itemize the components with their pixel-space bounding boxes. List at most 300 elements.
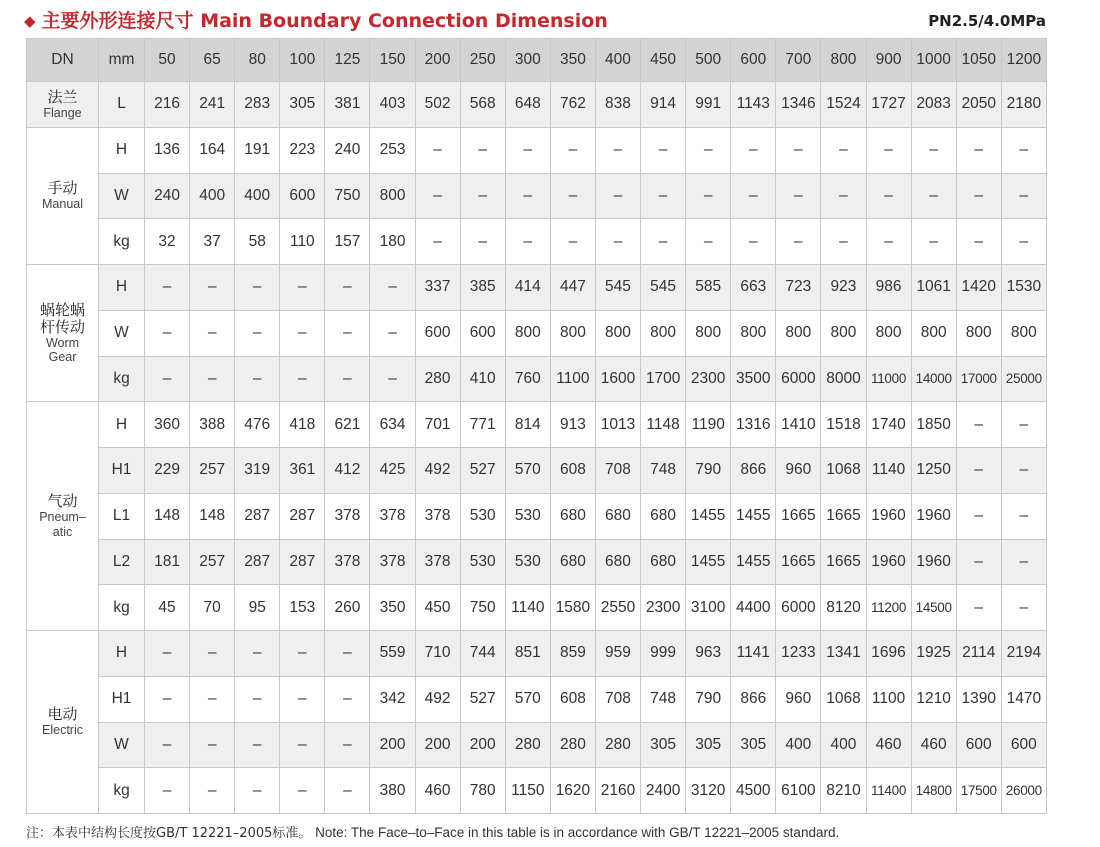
value-cell: – [1001,539,1046,585]
param-cell: H [99,127,145,173]
value-cell: 305 [686,722,731,768]
value-cell: – [641,127,686,173]
value-cell: – [370,265,415,311]
value-cell: – [145,356,190,402]
value-cell: 180 [370,219,415,265]
value-cell: 663 [731,265,776,311]
param-cell: L [99,82,145,128]
value-cell: 1665 [821,493,866,539]
value-cell: – [280,265,325,311]
value-cell: 530 [460,539,505,585]
value-cell: 381 [325,82,370,128]
value-cell: 287 [235,539,280,585]
value-cell: 750 [325,173,370,219]
value-cell: 3500 [731,356,776,402]
value-cell: – [370,356,415,402]
value-cell: 70 [190,585,235,631]
value-cell: 800 [595,310,640,356]
dn-size-header: 1200 [1001,39,1046,82]
value-cell: 280 [415,356,460,402]
value-cell: – [866,127,911,173]
value-cell: 450 [415,585,460,631]
value-cell: 723 [776,265,821,311]
value-cell: 780 [460,768,505,814]
value-cell: – [731,219,776,265]
value-cell: 410 [460,356,505,402]
footnote [26,822,839,841]
value-cell: 680 [641,493,686,539]
value-cell: 6000 [776,356,821,402]
value-cell: 1190 [686,402,731,448]
value-cell: 400 [821,722,866,768]
value-cell: 414 [505,265,550,311]
value-cell: 1455 [686,539,731,585]
footnote-zh: 注：本表中结构长度按GB/T 12221–2005标准。 [26,826,312,841]
dn-size-header: 125 [325,39,370,82]
value-cell: 866 [731,676,776,722]
value-cell: 1524 [821,82,866,128]
value-cell: – [776,219,821,265]
value-cell: 11000 [866,356,911,402]
value-cell: 425 [370,448,415,494]
param-cell: H [99,265,145,311]
value-cell: – [550,127,595,173]
value-cell: – [595,127,640,173]
value-cell: 8120 [821,585,866,631]
value-cell: 1727 [866,82,911,128]
value-cell: 1233 [776,631,821,677]
value-cell: – [325,722,370,768]
value-cell: 1390 [956,676,1001,722]
value-cell: 6100 [776,768,821,814]
value-cell: 200 [415,722,460,768]
table-row [27,82,1047,128]
value-cell: 2550 [595,585,640,631]
param-cell: kg [99,768,145,814]
value-cell: 280 [505,722,550,768]
pressure-rating: PN2.5/4.0MPa [928,12,1046,30]
value-cell: 2300 [686,356,731,402]
param-cell: H [99,631,145,677]
value-cell: 800 [866,310,911,356]
value-cell: – [956,448,1001,494]
value-cell: – [325,265,370,311]
value-cell: 800 [370,173,415,219]
value-cell: 1740 [866,402,911,448]
value-cell: 648 [505,82,550,128]
value-cell: 283 [235,82,280,128]
value-cell: – [145,722,190,768]
value-cell: 400 [776,722,821,768]
value-cell: 999 [641,631,686,677]
value-cell: 380 [370,768,415,814]
dn-size-header: 450 [641,39,686,82]
value-cell: 1410 [776,402,821,448]
param-cell: kg [99,585,145,631]
value-cell: 253 [370,127,415,173]
value-cell: 600 [280,173,325,219]
value-cell: 1140 [866,448,911,494]
table-header-row [27,39,1047,82]
dn-size-header: 80 [235,39,280,82]
value-cell: 708 [595,448,640,494]
value-cell: – [370,310,415,356]
value-cell: – [686,219,731,265]
value-cell: – [641,219,686,265]
value-cell: – [235,310,280,356]
value-cell: 748 [641,448,686,494]
value-cell: 287 [280,539,325,585]
value-cell: 527 [460,676,505,722]
value-cell: 2300 [641,585,686,631]
value-cell: 859 [550,631,595,677]
param-cell: H1 [99,676,145,722]
group-name-en: Electric [42,723,83,738]
dimension-table [26,38,1047,814]
page-header [0,0,1100,38]
value-cell: 200 [460,722,505,768]
value-cell: 1665 [776,539,821,585]
value-cell: 110 [280,219,325,265]
value-cell: – [190,722,235,768]
value-cell: – [235,768,280,814]
value-cell: 790 [686,448,731,494]
value-cell: 157 [325,219,370,265]
value-cell: – [1001,219,1046,265]
value-cell: 360 [145,402,190,448]
group-label-cell [27,631,99,814]
value-cell: – [235,631,280,677]
value-cell: 530 [505,539,550,585]
value-cell: 153 [280,585,325,631]
value-cell: 342 [370,676,415,722]
table-row [27,310,1047,356]
value-cell: 1455 [731,493,776,539]
value-cell: 148 [190,493,235,539]
value-cell: – [1001,127,1046,173]
title-en: Main Boundary Connection Dimension [200,10,608,32]
dn-size-header: 150 [370,39,415,82]
value-cell: – [325,676,370,722]
value-cell: – [550,173,595,219]
value-cell: 6000 [776,585,821,631]
value-cell: – [145,768,190,814]
value-cell: 680 [595,539,640,585]
group-name-zh: 电动 [47,706,78,724]
param-cell: W [99,173,145,219]
value-cell: 1250 [911,448,956,494]
value-cell: 762 [550,82,595,128]
value-cell: – [145,676,190,722]
value-cell: – [235,356,280,402]
value-cell: – [415,173,460,219]
table-row [27,493,1047,539]
value-cell: 58 [235,219,280,265]
value-cell: 1013 [595,402,640,448]
value-cell: 350 [370,585,415,631]
value-cell: 378 [325,493,370,539]
value-cell: 744 [460,631,505,677]
value-cell: – [145,265,190,311]
value-cell: 1530 [1001,265,1046,311]
value-cell: 378 [325,539,370,585]
value-cell: 800 [776,310,821,356]
value-cell: 960 [776,448,821,494]
value-cell: 460 [415,768,460,814]
value-cell: 403 [370,82,415,128]
value-cell: 280 [550,722,595,768]
value-cell: 2160 [595,768,640,814]
value-cell: 400 [190,173,235,219]
value-cell: 2050 [956,82,1001,128]
value-cell: 1341 [821,631,866,677]
value-cell: 11200 [866,585,911,631]
value-cell: 1068 [821,448,866,494]
group-label-cell [27,265,99,402]
group-name-zh: 蜗轮蜗 杆传动 [39,301,85,336]
value-cell: – [1001,493,1046,539]
value-cell: 800 [821,310,866,356]
value-cell: – [956,219,1001,265]
value-cell: 8210 [821,768,866,814]
param-cell: kg [99,219,145,265]
value-cell: – [821,127,866,173]
table-row [27,448,1047,494]
diamond-bullet-icon: ◆ [24,12,36,30]
value-cell: 388 [190,402,235,448]
value-cell: 1100 [866,676,911,722]
value-cell: – [505,219,550,265]
value-cell: 1140 [505,585,550,631]
table-row [27,127,1047,173]
value-cell: 412 [325,448,370,494]
table-row [27,585,1047,631]
value-cell: 1960 [911,539,956,585]
group-name-en: Manual [42,197,83,212]
value-cell: – [145,631,190,677]
value-cell: 17000 [956,356,1001,402]
value-cell: 280 [595,722,640,768]
value-cell: 600 [460,310,505,356]
dn-size-header: 1000 [911,39,956,82]
value-cell: 1600 [595,356,640,402]
value-cell: 530 [460,493,505,539]
value-cell: 1925 [911,631,956,677]
value-cell: – [190,265,235,311]
value-cell: – [821,173,866,219]
table-row [27,356,1047,402]
value-cell: – [641,173,686,219]
value-cell: – [190,310,235,356]
value-cell: 866 [731,448,776,494]
value-cell: 1143 [731,82,776,128]
value-cell: 959 [595,631,640,677]
value-cell: 545 [595,265,640,311]
value-cell: 361 [280,448,325,494]
value-cell: 476 [235,402,280,448]
value-cell: 2180 [1001,82,1046,128]
value-cell: 37 [190,219,235,265]
value-cell: 1665 [821,539,866,585]
dn-size-header: 300 [505,39,550,82]
value-cell: – [911,173,956,219]
value-cell: 26000 [1001,768,1046,814]
value-cell: 1470 [1001,676,1046,722]
title-zh: 主要外形连接尺寸 [41,10,194,32]
value-cell: 1100 [550,356,595,402]
value-cell: – [911,127,956,173]
value-cell: 2400 [641,768,686,814]
group-name-zh: 气动 [47,493,78,511]
value-cell: 257 [190,448,235,494]
value-cell: 1580 [550,585,595,631]
value-cell: 750 [460,585,505,631]
group-name-en: Pneum– atic [39,510,86,539]
value-cell: – [280,310,325,356]
footnote-en: Note: The Face–to–Face in this table is in accordance with GB/T 12221–2005 standard. [315,825,840,840]
value-cell: 800 [550,310,595,356]
value-cell: 800 [1001,310,1046,356]
value-cell: – [550,219,595,265]
table-row [27,265,1047,311]
table-row [27,768,1047,814]
value-cell: 923 [821,265,866,311]
value-cell: 1518 [821,402,866,448]
param-cell: W [99,722,145,768]
value-cell: 600 [956,722,1001,768]
value-cell: 960 [776,676,821,722]
value-cell: – [956,402,1001,448]
value-cell: 760 [505,356,550,402]
value-cell: 32 [145,219,190,265]
value-cell: 305 [280,82,325,128]
value-cell: 1068 [821,676,866,722]
value-cell: 240 [145,173,190,219]
value-cell: – [911,219,956,265]
table-row [27,722,1047,768]
value-cell: 1420 [956,265,1001,311]
value-cell: – [731,173,776,219]
value-cell: – [956,173,1001,219]
value-cell: 608 [550,676,595,722]
value-cell: 460 [911,722,956,768]
value-cell: 3100 [686,585,731,631]
value-cell: – [325,356,370,402]
value-cell: – [280,768,325,814]
value-cell: 800 [956,310,1001,356]
dn-size-header: 700 [776,39,821,82]
value-cell: 680 [550,493,595,539]
value-cell: – [956,585,1001,631]
value-cell: – [505,127,550,173]
value-cell: – [145,310,190,356]
value-cell: 492 [415,448,460,494]
value-cell: 257 [190,539,235,585]
dn-size-header: 800 [821,39,866,82]
value-cell: 378 [370,493,415,539]
value-cell: – [325,768,370,814]
page-title [24,6,608,33]
value-cell: 1620 [550,768,595,814]
value-cell: 748 [641,676,686,722]
group-name-zh: 法兰 [47,88,78,106]
dn-size-header: 600 [731,39,776,82]
value-cell: 1210 [911,676,956,722]
table-row [27,539,1047,585]
table-row [27,631,1047,677]
value-cell: 223 [280,127,325,173]
value-cell: – [460,127,505,173]
value-cell: 260 [325,585,370,631]
value-cell: – [821,219,866,265]
value-cell: 95 [235,585,280,631]
value-cell: 378 [415,493,460,539]
dn-size-header: 65 [190,39,235,82]
value-cell: 680 [641,539,686,585]
value-cell: 287 [235,493,280,539]
unit-header: mm [99,39,145,82]
dn-size-header: 250 [460,39,505,82]
value-cell: 17500 [956,768,1001,814]
value-cell: – [686,173,731,219]
value-cell: 545 [641,265,686,311]
value-cell: 1850 [911,402,956,448]
value-cell: – [280,356,325,402]
value-cell: 913 [550,402,595,448]
value-cell: 570 [505,676,550,722]
value-cell: 914 [641,82,686,128]
value-cell: 378 [370,539,415,585]
value-cell: 1141 [731,631,776,677]
value-cell: 608 [550,448,595,494]
dn-size-header: 500 [686,39,731,82]
value-cell: 2194 [1001,631,1046,677]
value-cell: – [235,676,280,722]
dn-size-header: 900 [866,39,911,82]
value-cell: 181 [145,539,190,585]
value-cell: 1665 [776,493,821,539]
group-name-en: Worm Gear [45,336,80,365]
value-cell: 634 [370,402,415,448]
value-cell: 492 [415,676,460,722]
value-cell: 460 [866,722,911,768]
value-cell: 229 [145,448,190,494]
value-cell: – [280,722,325,768]
value-cell: 680 [550,539,595,585]
table-row [27,219,1047,265]
group-label-cell [27,127,99,264]
value-cell: 11400 [866,768,911,814]
value-cell: – [866,173,911,219]
value-cell: – [190,768,235,814]
value-cell: 680 [595,493,640,539]
value-cell: 25000 [1001,356,1046,402]
param-cell: kg [99,356,145,402]
value-cell: 1696 [866,631,911,677]
value-cell: 527 [460,448,505,494]
value-cell: 1700 [641,356,686,402]
value-cell: – [1001,585,1046,631]
value-cell: 136 [145,127,190,173]
value-cell: 710 [415,631,460,677]
table-row [27,402,1047,448]
value-cell: – [235,265,280,311]
dn-size-header: 1050 [956,39,1001,82]
value-cell: – [190,631,235,677]
value-cell: 800 [686,310,731,356]
value-cell: – [460,173,505,219]
value-cell: – [415,219,460,265]
